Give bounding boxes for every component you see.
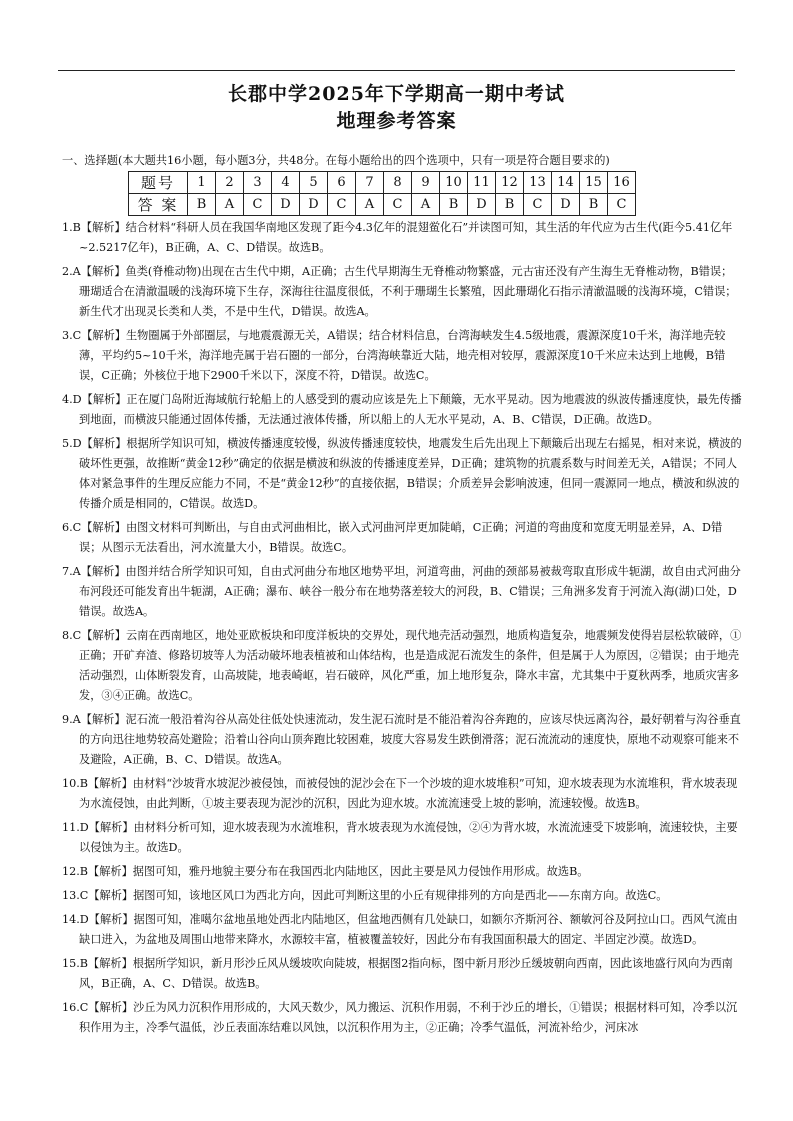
explanation-item: 3.C【解析】生物圈属于外部圈层，与地震震源无关，A错误；结合材料信息，台湾海峡发生4.5级地震，震源深度10千米，海洋地壳较薄，平均约5~10千米，海洋地壳属于岩石圈的一部分，台湾海峡靠近大陆，地壳相对较厚，震源深度10千米应未达到上地幔，B错误，C正确；外核位于地下2900千米以下，深度不符，D错误。故选C。 <box>62 329 726 382</box>
explanation-item: 16.C【解析】沙丘为风力沉积作用形成的，大风天数少，风力搬运、沉积作用弱，不利于沙丘的增长，①错误；根据材料可知，冷季以沉积作用为主，冷季气温低，沙丘表面冻结难以风蚀，以沉积作用为主，②正确；冷季气温低，河流补给少，河床冰 <box>62 1001 738 1034</box>
row-label-answer: 答 案 <box>129 194 188 216</box>
question-number: 7 <box>356 172 384 194</box>
explanation-item: 14.D【解析】据图可知，准噶尔盆地虽地处西北内陆地区，但盆地西侧有几处缺口，如额尔齐斯河谷、额敏河谷及阿拉山口。西风气流由缺口进入，为盆地及周围山地带来降水，水源较丰富，植被覆盖较好，因此分布有我国面积最大的固定、半固定沙漠。故选D。 <box>62 913 738 946</box>
question-number: 1 <box>188 172 216 194</box>
explanation-item: 5.D【解析】根据所学知识可知，横波传播速度较慢，纵波传播速度较快，地震发生后先出现上下颠簸后出现左右摇晃，相对来说，横波的破坏性更强，故推断“黄金12秒”确定的依据是横波和纵波的传播速度差异，D正确；建筑物的抗震系数与时间差无关，A错误；不同人体对紧急事件的生理反应能力不同，不是“黄金12秒”的直接依据，B错误；介质差异会影响波速，但同一震源同一地点，横波和纵波的传播介质是相同的，C错误。故选D。 <box>62 437 742 510</box>
answer-cell: B <box>580 194 608 216</box>
question-number: 6 <box>328 172 356 194</box>
explanation-item: 1.B【解析】结合材料“科研人员在我国华南地区发现了距今4.3亿年的混翅鲎化石”并读图可知，其生活的年代应为古生代(距今5.41亿年~2.5217亿年)，B正确，A、C、D错误。故选B。 <box>62 221 733 254</box>
explanation-list <box>62 218 742 1042</box>
explanation-item: 10.B【解析】由材料“沙坡背水坡泥沙被侵蚀，而被侵蚀的泥沙会在下一个沙坡的迎水坡堆积”可知，迎水坡表现为水流堆积，背水坡表现为水流侵蚀，由此判断，①坡主要表现为泥沙的沉积，因此为迎水坡。水流流速受上坡的影响，流速较慢。故选B。 <box>62 777 738 810</box>
answer-cell: C <box>524 194 552 216</box>
explanation-item: 9.A【解析】泥石流一般沿着沟谷从高处往低处快速流动，发生泥石流时是不能沿着沟谷奔跑的，应该尽快远离沟谷，最好朝着与沟谷垂直的方向迅往地势较高处避险；沿着山谷向山顶奔跑比较困难，坡度大容易发生跌倒滑落；泥石流流动的速度快，原地不动观察可能来不及避险，A正确，B、C、D错误。故选A。 <box>62 713 741 766</box>
answer-cell: A <box>216 194 244 216</box>
question-number: 4 <box>272 172 300 194</box>
answer-row <box>129 194 636 216</box>
page-subtitle: 地理参考答案 <box>336 110 457 132</box>
question-number: 3 <box>244 172 272 194</box>
question-number: 11 <box>468 172 496 194</box>
answer-cell: B <box>188 194 216 216</box>
question-number: 5 <box>300 172 328 194</box>
answer-cell: B <box>440 194 468 216</box>
explanation-item: 13.C【解析】据图可知，该地区风口为西北方向，因此可判断这里的小丘有规律排列的方向是西北——东南方向。故选C。 <box>62 889 668 902</box>
explanation-item: 6.C【解析】由图文材料可判断出，与自由式河曲相比，嵌入式河曲河岸更加陡峭，C正确；河道的弯曲度和宽度无明显差异，A、D错误；从图示无法看出，河水流量大小，B错误。故选C。 <box>62 521 723 554</box>
question-number: 12 <box>496 172 524 194</box>
page-title: 长郡中学2025年下学期高一期中考试 <box>228 83 565 105</box>
explanation-item: 8.C【解析】云南在西南地区，地处亚欧板块和印度洋板块的交界处，现代地壳活动强烈，地质构造复杂，地震频发使得岩层松软破碎，①正确；开矿弃渣、修路切坡等人为活动破坏地表植被和山体结构，也是造成泥石流发生的条件，但是属于人为原因，②错误；由于地壳活动强烈，山体断裂发育，山高坡陡，地表崎岖，岩石破碎，风化严重，加上地形复杂，降水丰富，尤其集中于夏秋两季，地质灾害多发，③④正确。故选C。 <box>62 629 742 702</box>
answer-cell: C <box>328 194 356 216</box>
answer-cell: D <box>468 194 496 216</box>
question-number: 15 <box>580 172 608 194</box>
explanation-item: 4.D【解析】正在厦门岛附近海域航行轮船上的人感受到的震动应该是先上下颠簸，无水平晃动。因为地震波的纵波传播速度快，最先传播到地面，而横波只能通过固体传播，无法通过液体传播，所以船上的人无水平晃动，A、B、C错误，D正确。故选D。 <box>62 393 742 426</box>
explanation-item: 2.A【解析】鱼类(脊椎动物)出现在古生代中期，A正确；古生代早期海生无脊椎动物繁盛，元古宙还没有产生海生无脊椎动物，B错误；珊瑚适合在清澈温暖的浅海环境下生存，深海往往温度很低，不利于珊瑚生长繁殖，因此珊瑚化石指示清澈温暖的浅海环境，C错误；新生代才出现灵长类和人类，不是中生代，D错误。故选A。 <box>62 265 737 318</box>
answer-cell: B <box>496 194 524 216</box>
question-number-row <box>129 172 636 194</box>
top-rule <box>58 70 735 71</box>
answer-cell: D <box>272 194 300 216</box>
answer-cell: A <box>356 194 384 216</box>
explanation-item: 15.B【解析】根据所学知识，新月形沙丘风从缓坡吹向陡坡，根据图2指向标，图中新月形沙丘缓坡朝向西南，因此该地盛行风向为西南风，B正确，A、C、D错误。故选B。 <box>62 957 733 990</box>
explanation-item: 7.A【解析】由图并结合所学知识可知，自由式河曲分布地区地势平坦，河道弯曲，河曲的颈部易被裁弯取直形成牛轭湖，故自由式河曲分布河段还可能发育出牛轭湖，A正确；瀑布、峡谷一般分布在地势落差较大的河段，B、C错误；三角洲多发育于河流入海(湖)口处，D错误。故选A。 <box>62 565 741 618</box>
answer-cell: C <box>608 194 636 216</box>
row-label-question: 题号 <box>129 172 188 194</box>
question-number: 13 <box>524 172 552 194</box>
question-number: 8 <box>384 172 412 194</box>
section-heading: 一、选择题(本大题共16小题，每小题3分，共48分。在每小题给出的四个选项中，只有一项是符合题目要求的) <box>62 154 610 167</box>
explanation-item: 11.D【解析】由材料分析可知，迎水坡表现为水流堆积，背水坡表现为水流侵蚀，②④为背水坡，水流流速受下坡影响，流速较快，主要以侵蚀为主。故选D。 <box>62 821 738 854</box>
question-number: 9 <box>412 172 440 194</box>
answer-table <box>128 171 636 216</box>
question-number: 10 <box>440 172 468 194</box>
answer-cell: A <box>412 194 440 216</box>
question-number: 14 <box>552 172 580 194</box>
answer-cell: D <box>552 194 580 216</box>
answer-cell: C <box>384 194 412 216</box>
question-number: 16 <box>608 172 636 194</box>
question-number: 2 <box>216 172 244 194</box>
answer-cell: D <box>300 194 328 216</box>
answer-cell: C <box>244 194 272 216</box>
explanation-item: 12.B【解析】据图可知，雅丹地貌主要分布在我国西北内陆地区，因此主要是风力侵蚀作用形成。故选B。 <box>62 865 589 878</box>
